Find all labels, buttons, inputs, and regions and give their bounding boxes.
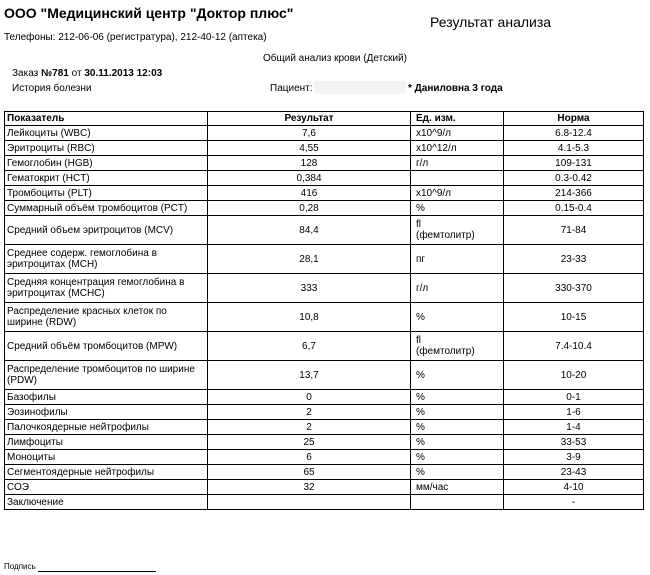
cell-norm: 1-4	[504, 420, 644, 435]
header-parameter: Показатель	[5, 112, 208, 126]
cell-parameter: Средняя концентрация гемоглобина в эритроцитах (MCHC)	[5, 274, 208, 303]
patient-name: * Даниловна 3 года	[408, 83, 503, 94]
order-datetime: 30.11.2013 12:03	[84, 68, 163, 79]
history-label: История болезни	[12, 83, 92, 94]
cell-parameter: Эозинофилы	[5, 405, 208, 420]
table-row	[5, 465, 644, 480]
cell-result: 25	[208, 435, 411, 450]
cell-result	[208, 495, 411, 510]
cell-norm: -	[504, 495, 644, 510]
cell-parameter: Базофилы	[5, 390, 208, 405]
table-row	[5, 201, 644, 216]
table-row	[5, 186, 644, 201]
document-title: Результат анализа	[430, 14, 552, 30]
table-row	[5, 390, 644, 405]
cell-parameter: Тромбоциты (PLT)	[5, 186, 208, 201]
cell-unit	[411, 495, 504, 510]
cell-unit: пг	[411, 245, 504, 274]
cell-norm: 0.15-0.4	[504, 201, 644, 216]
cell-norm: 1-6	[504, 405, 644, 420]
cell-result: 0,384	[208, 171, 411, 186]
cell-norm: 330-370	[504, 274, 644, 303]
cell-unit: мм/час	[411, 480, 504, 495]
organization-name: ООО "Медицинский центр "Доктор плюс"	[4, 5, 294, 21]
cell-parameter: Средний объем эритроцитов (MCV)	[5, 216, 208, 245]
table-row	[5, 274, 644, 303]
table-row	[5, 126, 644, 141]
order-prefix: Заказ	[12, 68, 42, 79]
table-row	[5, 435, 644, 450]
cell-parameter: Моноциты	[5, 450, 208, 465]
cell-parameter: Лимфоциты	[5, 435, 208, 450]
cell-parameter: Среднее содерж. гемоглобина в эритроцитах (MCH)	[5, 245, 208, 274]
cell-norm: 0-1	[504, 390, 644, 405]
cell-result: 2	[208, 420, 411, 435]
cell-norm: 71-84	[504, 216, 644, 245]
cell-norm: 214-366	[504, 186, 644, 201]
table-row	[5, 480, 644, 495]
cell-parameter: Суммарный объём тромбоцитов (PCT)	[5, 201, 208, 216]
cell-unit: x10^9/л	[411, 126, 504, 141]
phones-line: Телефоны: 212-06-06 (регистратура), 212-40-12 (аптека)	[4, 32, 267, 43]
table-row	[5, 332, 644, 361]
table-row	[5, 171, 644, 186]
table-row	[5, 495, 644, 510]
cell-result: 4,55	[208, 141, 411, 156]
cell-parameter: Заключение	[5, 495, 208, 510]
cell-norm: 33-53	[504, 435, 644, 450]
table-row	[5, 450, 644, 465]
cell-result: 128	[208, 156, 411, 171]
cell-unit: г/л	[411, 274, 504, 303]
cell-result: 32	[208, 480, 411, 495]
cell-norm: 3-9	[504, 450, 644, 465]
cell-norm: 4-10	[504, 480, 644, 495]
cell-parameter: Гемоглобин (HGB)	[5, 156, 208, 171]
patient-name-redaction	[314, 81, 406, 94]
cell-unit: %	[411, 303, 504, 332]
table-row	[5, 216, 644, 245]
order-number: №781	[41, 68, 69, 79]
analysis-name: Общий анализ крови (Детский)	[263, 53, 407, 64]
cell-parameter: Распределение красных клеток по ширине (RDW)	[5, 303, 208, 332]
cell-unit: %	[411, 450, 504, 465]
cell-parameter: Сегментоядерные нейтрофилы	[5, 465, 208, 480]
table-row	[5, 420, 644, 435]
cell-unit: x10^12/л	[411, 141, 504, 156]
cell-result: 0,28	[208, 201, 411, 216]
patient-label: Пациент:	[270, 83, 313, 94]
cell-norm: 0.3-0.42	[504, 171, 644, 186]
cell-result: 13,7	[208, 361, 411, 390]
cell-parameter: Эритроциты (RBC)	[5, 141, 208, 156]
cell-unit: %	[411, 201, 504, 216]
cell-unit: %	[411, 420, 504, 435]
cell-result: 10,8	[208, 303, 411, 332]
cell-unit: %	[411, 435, 504, 450]
signature-line	[38, 571, 156, 572]
header-norm: Норма	[504, 112, 644, 126]
cell-result: 0	[208, 390, 411, 405]
cell-norm: 6.8-12.4	[504, 126, 644, 141]
cell-result: 6	[208, 450, 411, 465]
cell-parameter: Лейкоциты (WBC)	[5, 126, 208, 141]
cell-norm: 23-43	[504, 465, 644, 480]
order-line	[12, 68, 162, 79]
cell-unit	[411, 171, 504, 186]
cell-unit: fl (фемтолитр)	[411, 332, 504, 361]
cell-unit: fl (фемтолитр)	[411, 216, 504, 245]
cell-unit: %	[411, 405, 504, 420]
table-row	[5, 405, 644, 420]
cell-unit: %	[411, 361, 504, 390]
cell-unit: %	[411, 465, 504, 480]
table-header-row	[5, 112, 644, 126]
table-row	[5, 141, 644, 156]
cell-parameter: Средний объём тромбоцитов (MPW)	[5, 332, 208, 361]
cell-unit: г/л	[411, 156, 504, 171]
cell-result: 7,6	[208, 126, 411, 141]
table-row	[5, 245, 644, 274]
order-from: от	[68, 68, 85, 79]
cell-result: 28,1	[208, 245, 411, 274]
cell-norm: 109-131	[504, 156, 644, 171]
cell-norm: 10-20	[504, 361, 644, 390]
cell-result: 333	[208, 274, 411, 303]
cell-norm: 7.4-10.4	[504, 332, 644, 361]
cell-unit: x10^9/л	[411, 186, 504, 201]
cell-norm: 23-33	[504, 245, 644, 274]
cell-result: 6,7	[208, 332, 411, 361]
cell-result: 416	[208, 186, 411, 201]
header-result: Результат	[208, 112, 411, 126]
cell-norm: 10-15	[504, 303, 644, 332]
cell-result: 2	[208, 405, 411, 420]
cell-parameter: Распределение тромбоцитов по ширине (PDW)	[5, 361, 208, 390]
cell-parameter: Гематокрит (HCT)	[5, 171, 208, 186]
cell-result: 65	[208, 465, 411, 480]
cell-parameter: Палочкоядерные нейтрофилы	[5, 420, 208, 435]
cell-parameter: СОЭ	[5, 480, 208, 495]
cell-norm: 4.1-5.3	[504, 141, 644, 156]
cell-result: 84,4	[208, 216, 411, 245]
table-row	[5, 361, 644, 390]
table-row	[5, 156, 644, 171]
table-row	[5, 303, 644, 332]
cell-unit: %	[411, 390, 504, 405]
signature-label: Подпись	[4, 562, 36, 571]
header-unit: Ед. изм.	[411, 112, 504, 126]
results-table	[4, 111, 644, 510]
